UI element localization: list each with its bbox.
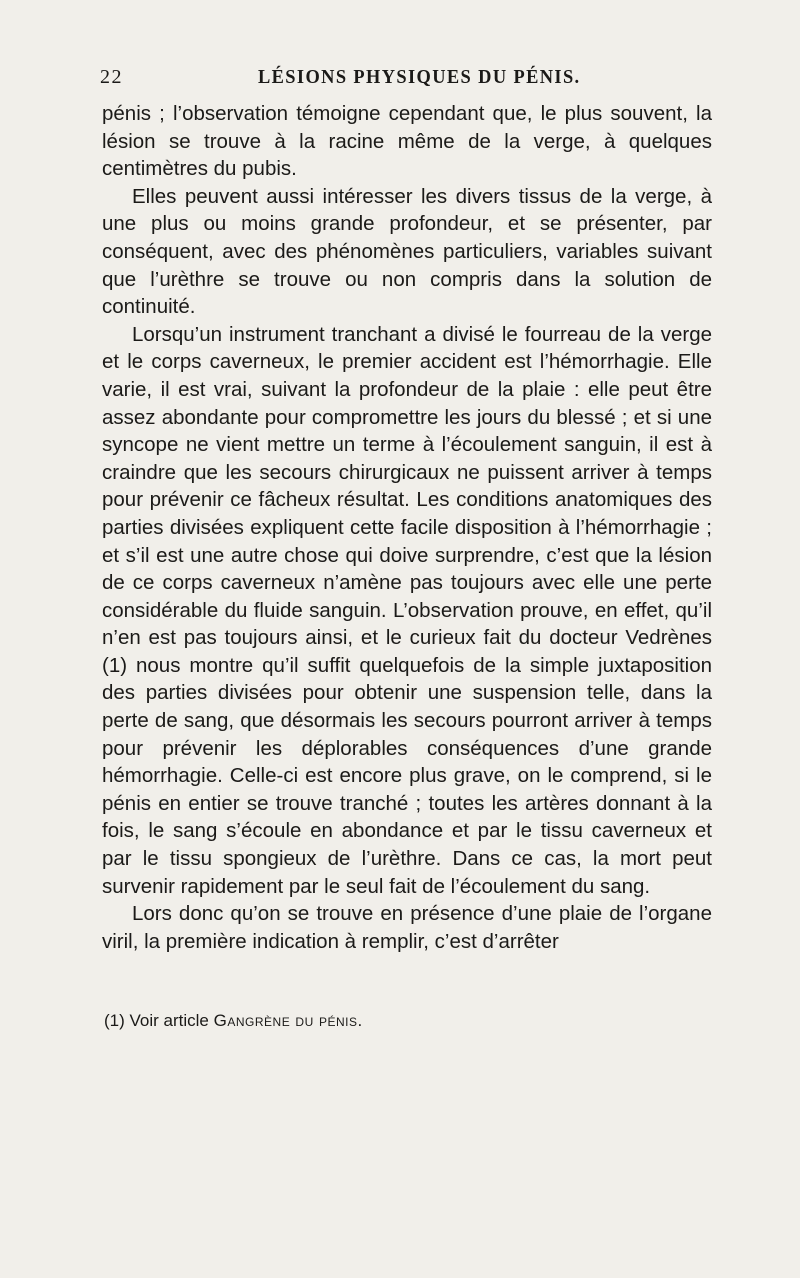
paragraph-first-indication: Lors donc qu’on se trouve en présence d’une plaie de l’organe viril, la première indication à remplir, c’est d’arrêter [102,902,712,953]
page-number: 22 [100,66,123,88]
page-header-title: LÉSIONS PHYSIQUES DU PÉNIS. [258,66,581,88]
footnote-reference: Gangrène du pénis. [213,1011,363,1030]
footnote-text: Voir article [129,1011,209,1030]
paragraph-continuation: pénis ; l’observation témoigne cependant que, le plus souvent, la lésion se trouve à la racine même de la verge, à quelques centimètres du pubis. [102,102,712,181]
running-head [100,66,712,92]
paragraph-hemorrhage: Lorsqu’un instrument tranchant a divisé le fourreau de la verge et le corps caverneux, le premier accident est l’hémorrhagie. Elle varie, il est vrai, suivant la profondeur de la plaie : elle peut être assez abondante pour compromettre les jours du blessé ; et si une syncope ne vient mettre un terme à l’écoulement sanguin, il est à craindre que les secours chirurgicaux ne puissent arriver à temps pour prévenir ce fâcheux résultat. Les conditions anatomiques des parties divisées expliquent cette facile disposition à l’hémorrhagie ; et s’il est une autre chose qui doive surprendre, c’est que la lésion de ce corps caverneux n’amène pas toujours avec elle une perte considérable du fluide sanguin. L’observation prouve, en effet, qu’il n’en est pas toujours ainsi, et le curieux fait du docteur Vedrènes (1) nous montre qu’il suffit quelquefois de la simple juxtaposition des parties divisées pour obtenir une suspension telle, dans la perte de sang, que désormais les secours pourront arriver à temps pour prévenir les déplorables conséquences d’une grande hémorrhagie. Celle-ci est encore plus grave, on le comprend, si le pénis en entier se trouve tranché ; toutes les artères donnant à la fois, le sang s’écoule en abondance et par le tissu caverneux et par le tissu spongieux de l’urèthre. Dans ce cas, la mort peut survenir rapidement par le seul fait de l’écoulement du sang. [102,322,712,898]
body-text [102,100,712,955]
paragraph-tissues: Elles peuvent aussi intéresser les divers tissus de la verge, à une plus ou moins grande profondeur, et se présenter, par conséquent, avec des phénomènes particuliers, variables suivant que l’urèthre se trouve ou non compris dans la solution de continuité. [102,184,712,319]
footnote-marker: (1) [104,1011,125,1030]
footnote [104,1010,704,1032]
